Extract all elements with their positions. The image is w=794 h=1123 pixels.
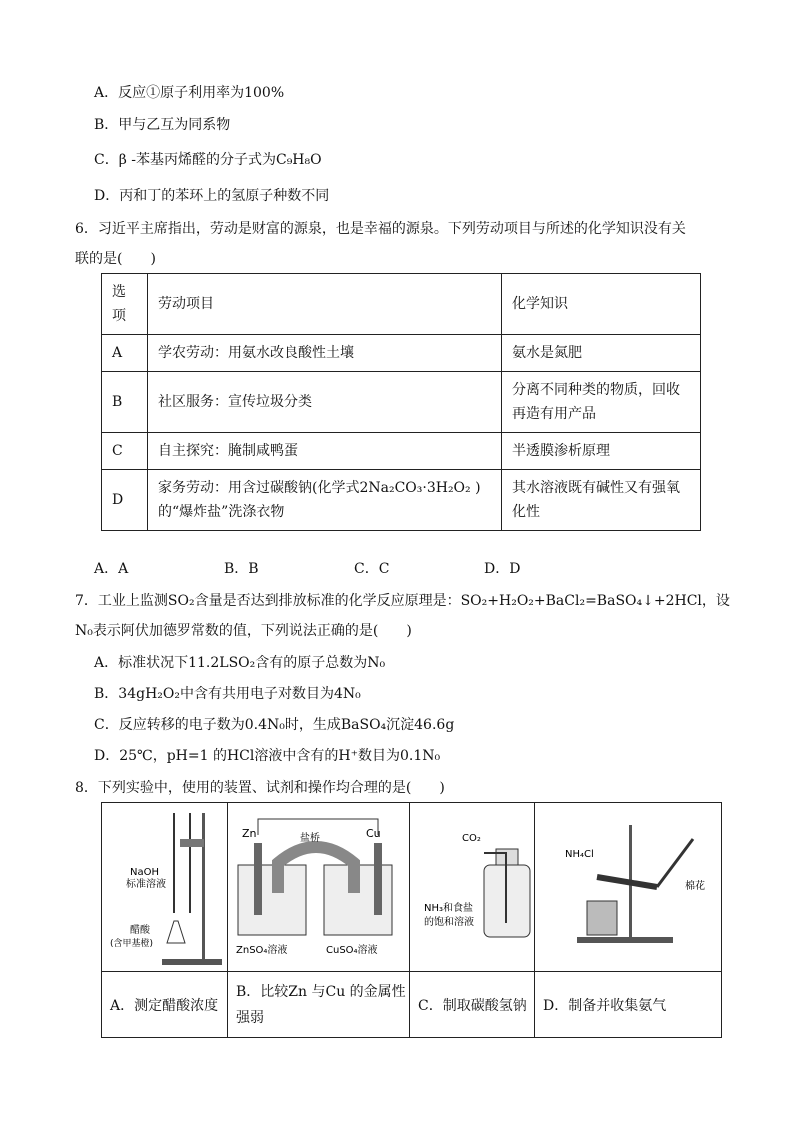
table-row (102, 470, 701, 531)
table-row (102, 372, 701, 433)
ammonia-prep-diagram (535, 803, 721, 971)
label-znso4: ZnSO₄溶液 (236, 945, 288, 956)
row-item: 社区服务：宣传垃圾分类 (148, 372, 502, 433)
table-row (102, 433, 701, 470)
label-standard-solution: 标准溶液 (126, 879, 166, 890)
q6-option-b: B．B (224, 561, 259, 577)
row-item: 自主探究：腌制咸鸭蛋 (148, 433, 502, 470)
q6-stem-line1: 6．习近平主席指出，劳动是财富的源泉，也是幸福的源泉。下列劳动项目与所述的化学知识没有关 (75, 221, 686, 237)
label-cuso4: CuSO₄溶液 (326, 945, 378, 956)
label-co2: CO₂ (462, 833, 481, 844)
wash-bottle-diagram (410, 803, 534, 971)
q5-option-d: D．丙和丁的苯环上的氢原子种数不同 (94, 188, 330, 204)
row-option: C (102, 433, 148, 470)
header-labor-item: 劳动项目 (148, 274, 502, 335)
caption-a: A．测定醋酸浓度 (102, 972, 228, 1038)
caption-d: D．制备并收集氨气 (543, 998, 667, 1014)
label-cotton: 棉花 (685, 881, 705, 892)
table-header-row (102, 274, 701, 335)
apparatus-d (535, 803, 721, 971)
q7-stem-line1: 7．工业上监测SO₂含量是否达到排放标准的化学反应原理是：SO₂+H₂O₂+BaCl₂=BaSO₄↓+2HCl，设 (75, 593, 730, 609)
caption-row (102, 971, 721, 1038)
row-knowledge: 其水溶液既有碱性又有强氧化性 (502, 470, 701, 531)
q5-option-a: A．反应①原子利用率为100% (94, 85, 285, 101)
q6-stem-line2: 联的是( ) (75, 251, 156, 267)
apparatus-b (228, 803, 410, 971)
q6-table (101, 273, 701, 531)
row-knowledge: 氨水是氮肥 (502, 335, 701, 372)
q6-option-d: D．D (484, 561, 521, 577)
label-salt-bridge: 盐桥 (300, 833, 320, 844)
caption-b: B．比较Zn 与Cu 的金属性强弱 (228, 972, 410, 1038)
galvanic-cell-diagram (228, 803, 409, 971)
label-cu: Cu (366, 827, 381, 840)
row-item: 家务劳动：用含过碳酸钠(化学式2Na₂CO₃·3H₂O₂ ) 的“爆炸盐”洗涤衣物 (148, 470, 502, 531)
table-row (102, 335, 701, 372)
row-knowledge: 分离不同种类的物质，回收再造有用产品 (502, 372, 701, 433)
label-nh3-salt: NH₃和食盐 (424, 903, 474, 914)
label-saturated-solution: 的饱和溶液 (424, 917, 474, 928)
q6-options (94, 558, 614, 578)
q5-option-c: C．β -苯基丙烯醛的分子式为C₉H₈O (94, 152, 322, 168)
row-knowledge: 半透膜渗析原理 (502, 433, 701, 470)
label-naoh: NaOH (130, 867, 159, 878)
q7-stem-line2: N₀表示阿伏加德罗常数的值，下列说法正确的是( ) (75, 623, 412, 639)
q6-option-c: C．C (354, 561, 390, 577)
q7-option-a: A．标准状况下11.2LSO₂含有的原子总数为N₀ (94, 655, 386, 671)
apparatus-a (102, 803, 228, 971)
q7-option-d: D．25℃，pH=1 的HCl溶液中含有的H⁺数目为0.1N₀ (94, 748, 441, 764)
titration-diagram (102, 803, 227, 971)
q6-option-a: A．A (94, 561, 129, 577)
q7-option-b: B．34gH₂O₂中含有共用电子对数目为4N₀ (94, 686, 361, 702)
q7-option-c: C．反应转移的电子数为0.4N₀时，生成BaSO₄沉淀46.6g (94, 717, 455, 733)
header-option: 选项 (102, 274, 148, 335)
label-nh4cl: NH₄Cl (565, 849, 594, 860)
row-option: D (102, 470, 148, 531)
label-acetic-acid: 醋酸 (130, 925, 150, 936)
row-option: B (102, 372, 148, 433)
header-chem-knowledge: 化学知识 (502, 274, 701, 335)
label-indicator: (含甲基橙) (110, 939, 154, 949)
q5-option-b: B．甲与乙互为同系物 (94, 117, 231, 133)
row-option: A (102, 335, 148, 372)
label-zn: Zn (242, 827, 257, 840)
q8-stem: 8．下列实验中，使用的装置、试剂和操作均合理的是( ) (75, 780, 445, 796)
caption-c: C．制取碳酸氢钠 (410, 972, 535, 1038)
apparatus-c (410, 803, 535, 971)
row-item: 学农劳动：用氨水改良酸性土壤 (148, 335, 502, 372)
q8-figure-table (101, 802, 722, 1038)
